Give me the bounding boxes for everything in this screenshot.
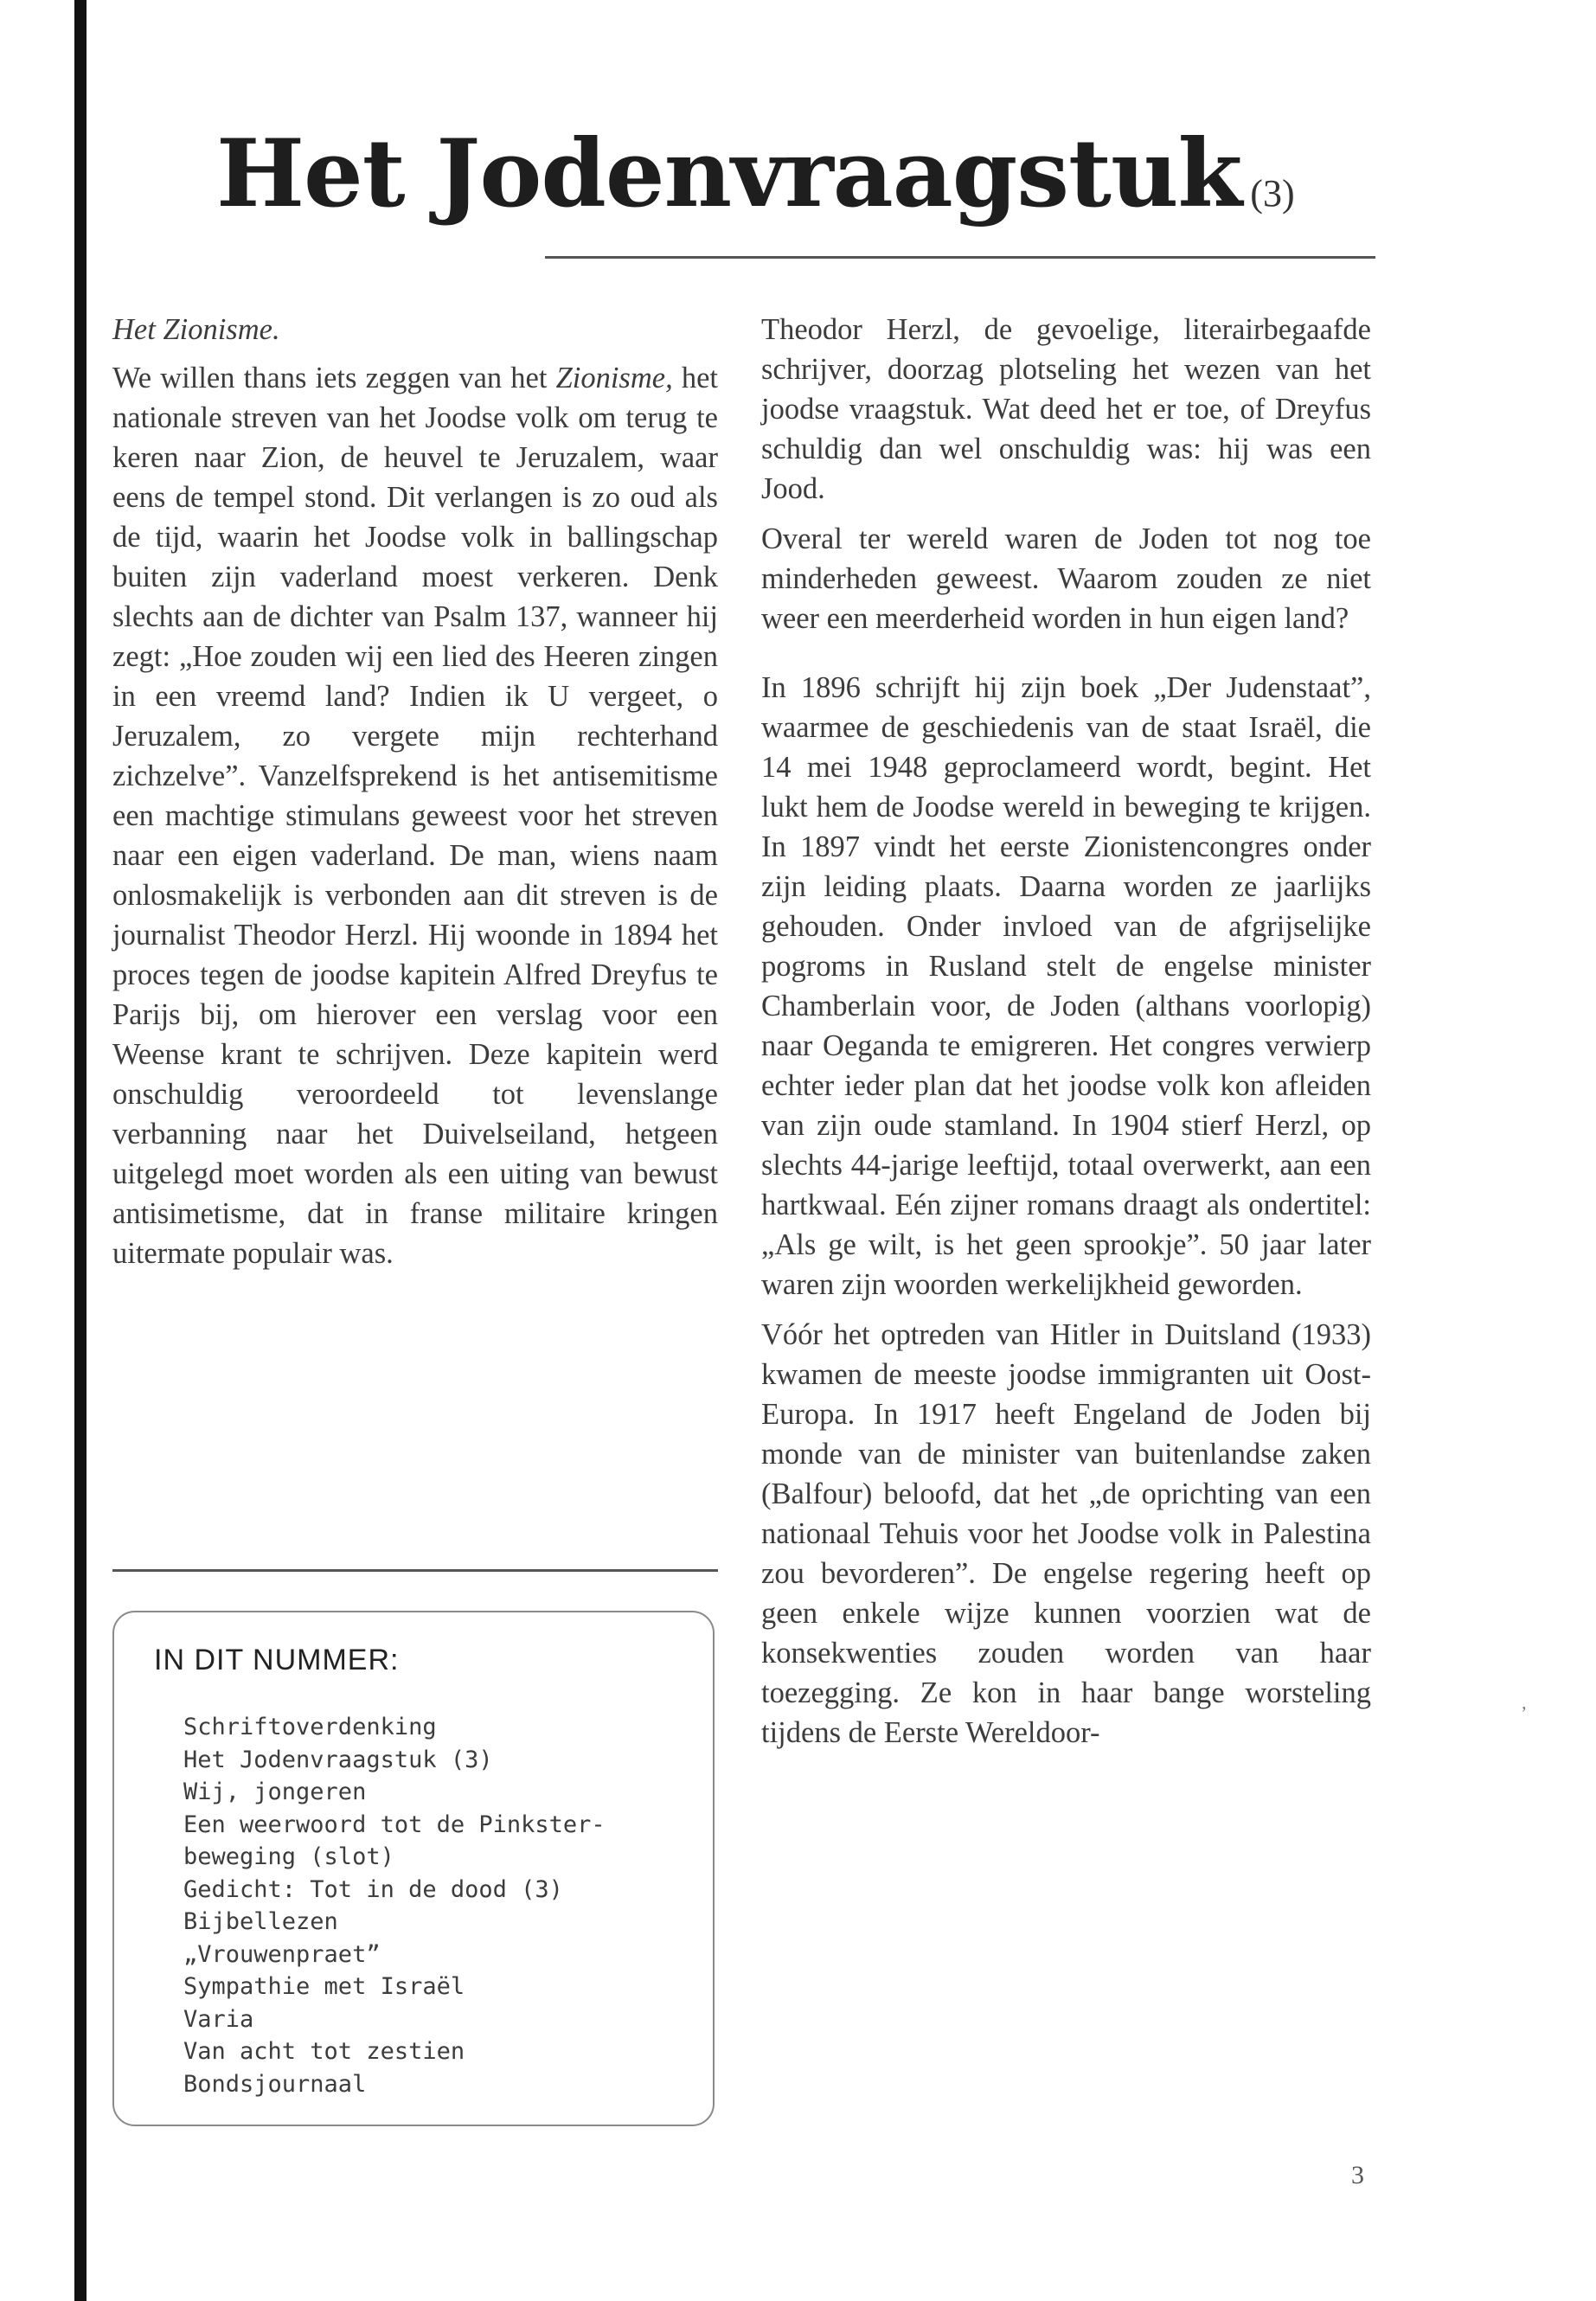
contents-item: Schriftoverdenking — [183, 1714, 437, 1740]
title-part-number: (3) — [1250, 172, 1295, 215]
column-divider-rule — [112, 1569, 718, 1572]
page-edge-bar — [74, 0, 87, 2301]
left-paragraph-1-rest: het nationale streven van het Joodse volk om terug te keren naar Zion, de heuvel te Jeruzalem, waar eens de tempel stond. Dit verlangen is zo oud als de tijd, waarin het Joodse volk in ballingschap buiten zijn vaderland moest verkeren. Denk slechts aan de dichter van Psalm 137, wanneer hij zegt: „Hoe zouden wij een lied des Heeren zingen in een vreemd land? Indien ik U vergeet, o Jeruzalem, zo vergete mijn rechterhand zichzelve”. Vanzelfsprekend is het antisemitisme een machtige stimulans geweest voor het streven naar een eigen vaderland. De man, wiens naam onlosmakelijk is verbonden aan dit streven is de journalist Theodor Herzl. Hij woonde in 1894 het proces tegen de joodse kapitein Alfred Dreyfus te Parijs bij, om hierover een verslag voor een Weense krant te schrijven. Deze kapitein werd onschuldig veroordeeld tot levenslange verbanning naar het Duivelseiland, hetgeen uitgelegd moet worden als een uiting van bewust antisimetisme, dat in franse militaire kringen uitermate populair was. — [112, 362, 718, 1270]
right-paragraph-3: In 1896 schrijft hij zijn boek „Der Judenstaat”, waarmee de geschiedenis van de staat Israël, die 14 mei 1948 geproclameerd wordt, begint. Het lukt hem de Joodse wereld in beweging te krijgen. In 1897 vindt het eerste Zionistencongres onder zijn leiding plaats. Daarna worden ze jaarlijks gehouden. Onder invloed van de afgrijselijke pogroms in Rusland stelt de engelse minister Chamberlain voor, de Joden (althans voorlopig) naar Oeganda te emigreren. Het congres verwierp echter ieder plan dat het joodse volk kon afleiden van zijn oude stamland. In 1904 stierf Herzl, op slechts 44-jarige leeftijd, totaal overwerkt, aan een hartkwaal. Eén zijner romans draagt als ondertitel: „Als ge wilt, is het geen sprookje”. 50 jaar later waren zijn woorden werkelijkheid geworden. — [761, 671, 1371, 1301]
right-paragraph-4: Vóór het optreden van Hitler in Duitsland (1933) kwamen de meeste joodse immigranten uit Oost-Europa. In 1917 heeft Engeland de Joden bij monde van de minister van buitenlandse zaken (Balfour) beloofd, dat het „de oprichting van een nationaal Tehuis voor het Joodse volk in Palestina zou bevorderen”. De engelse regering heeft op geen enkele wijze kunnen voorzien wat de konsekwenties zouden worden van haar toezegging. Ze kon in haar bange worsteling tijdens de Eerste Wereldoor- — [761, 1318, 1371, 1749]
contents-box-title: IN DIT NUMMER: — [154, 1644, 400, 1676]
contents-box — [112, 1611, 715, 2126]
right-column — [761, 310, 1371, 1753]
right-paragraph-2: Overal ter wereld waren de Joden tot nog toe minderheden geweest. Waarom zouden ze niet weer een meerderheid worden in hun eigen land? — [761, 522, 1371, 635]
contents-item: Wij, jongeren — [183, 1779, 367, 1805]
title-rule — [545, 256, 1375, 259]
contents-item: beweging (slot) — [183, 1843, 394, 1870]
contents-item: Bijbellezen — [183, 1908, 338, 1935]
contents-item: „Vrouwenpraet” — [183, 1940, 381, 1968]
zionisme-emphasis: Zionisme, — [555, 362, 673, 394]
left-paragraph-1 — [112, 358, 718, 1273]
right-paragraph-1: Theodor Herzl, de gevoelige, literairbegaafde schrijver, doorzag plotseling het wezen van het joodse vraagstuk. Wat deed het er toe, of Dreyfus schuldig dan wel onschuldig was: hij was een Jood. — [761, 313, 1371, 505]
margin-mark: ʼ — [1521, 1702, 1528, 1724]
contents-item: Gedicht: Tot in de dood (3) — [183, 1875, 563, 1903]
contents-item: Sympathie met Israël — [183, 1973, 465, 2000]
contents-item: Een weerwoord tot de Pinkster- — [183, 1811, 606, 1838]
contents-item: Bondsjournaal — [183, 2070, 367, 2098]
left-column — [112, 310, 718, 1273]
page-number: 3 — [1351, 2161, 1364, 2189]
contents-item: Van acht tot zestien — [183, 2038, 465, 2065]
contents-item: Varia — [183, 2005, 254, 2033]
article-title — [216, 119, 1295, 228]
section-subhead: Het Zionisme. — [112, 313, 280, 346]
contents-list — [183, 1711, 702, 2100]
title-text: Het Jodenvraagstuk — [216, 119, 1242, 228]
left-paragraph-1-start: We willen thans iets zeggen van het — [112, 362, 556, 394]
contents-item: Het Jodenvraagstuk (3) — [183, 1746, 493, 1773]
